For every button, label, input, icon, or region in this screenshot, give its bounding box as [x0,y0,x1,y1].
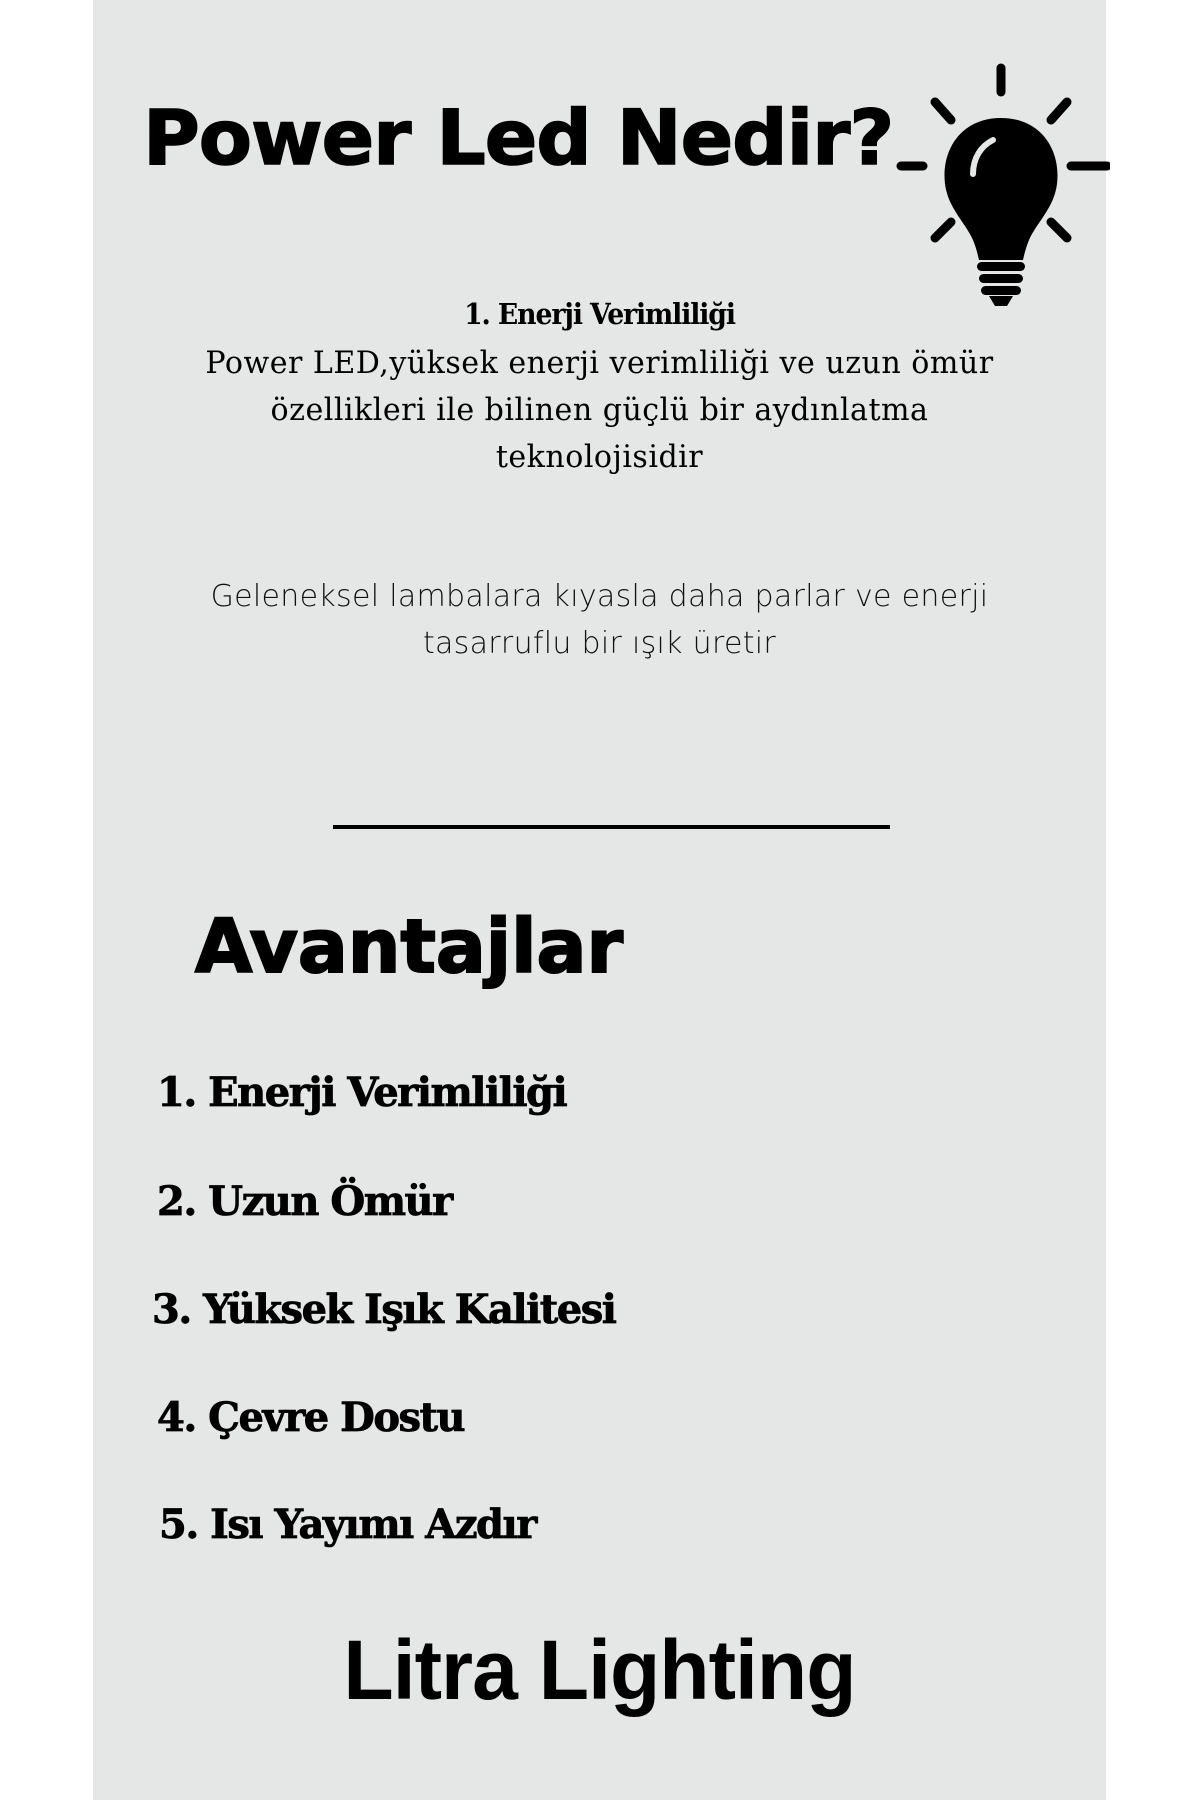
advantage-item: 1. Enerji Verimliliği [157,1069,567,1116]
brand-name: Litra Lighting [343,1623,856,1717]
intro-paragraph-2-line: Geleneksel lambalara kıyasla daha parlar ve enerji [210,579,989,614]
intro-paragraph-1-line: özellikleri ile bilinen güçlü bir aydınlatma [270,392,929,428]
page-title: Power Led Nedir? [143,93,894,182]
advantage-item: 3. Yüksek Işık Kalitesi [152,1286,616,1333]
section-divider [333,825,890,829]
advantage-item: 2. Uzun Ömür [157,1178,452,1225]
intro-paragraph-1 [108,340,1091,481]
lightbulb-icon [895,62,1110,307]
advantage-item: 4. Çevre Dostu [157,1394,465,1441]
advantage-item: 5. Isı Yayımı Azdır [159,1501,536,1548]
advantages-title: Avantajlar [195,904,623,990]
intro-paragraph-2-line: tasarruflu bir ışık üretir [422,626,777,661]
intro-paragraph-2 [93,573,1106,667]
intro-paragraph-1-line: Power LED,yüksek enerji verimliliği ve uzun ömür [205,345,994,381]
intro-subheading: 1. Enerji Verimliliği [464,297,735,331]
intro-paragraph-1-line: teknolojisidir [495,439,704,475]
